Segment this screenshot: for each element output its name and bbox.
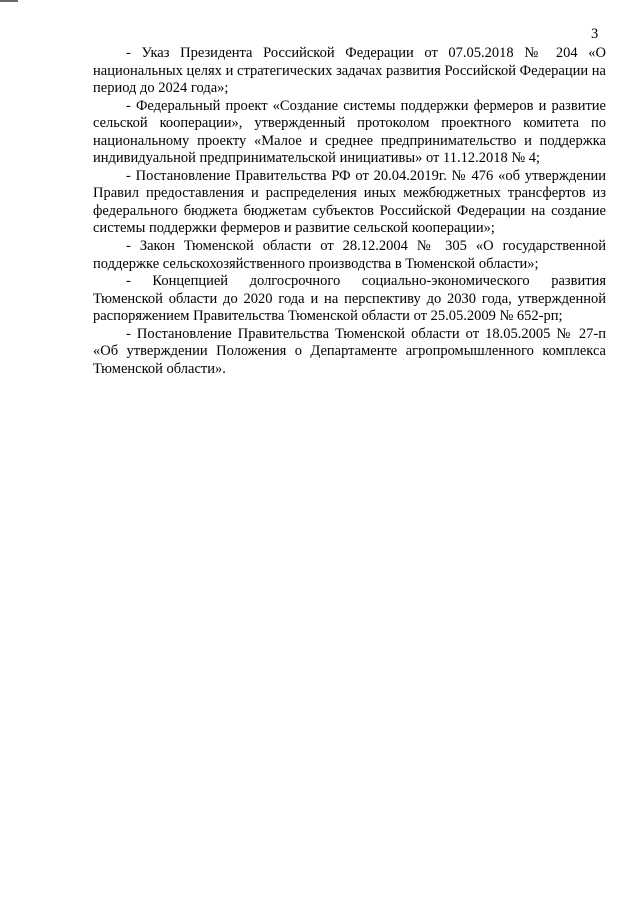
page-number: 3 — [591, 26, 599, 42]
list-item: - Указ Президента Российской Федерации от 07.05.2018 № 204 «О национальных целях и стратегических задачах развития Российской Федерации на период до 2024 года»; — [93, 45, 606, 97]
list-item: - Постановление Правительства РФ от 20.04.2019г. № 476 «об утверждении Правил предоставления и распределения иных межбюджетных трансфертов из федерального бюджета бюджетам субъектов Российской Федерации на создание системы поддержки фермеров и развитие сельской кооперации»; — [93, 167, 606, 237]
list-item: - Федеральный проект «Создание системы поддержки фермеров и развитие сельской кооперации», утвержденный протоколом проектного комитета по национальному проекту «Малое и среднее предпринимательство и поддержка индивидуальной предпринимательской инициативы» от 11.12.2018 № 4; — [93, 97, 606, 167]
legal-basis-list — [93, 45, 606, 378]
list-item: - Постановление Правительства Тюменской области от 18.05.2005 № 27-п «Об утверждении Положения о Департаменте агропромышленного комплекса Тюменской области». — [93, 325, 606, 377]
list-item: - Закон Тюменской области от 28.12.2004 № 305 «О государственной поддержке сельскохозяйственного производства в Тюменской области»; — [93, 238, 606, 272]
list-item: - Концепцией долгосрочного социально-экономического развития Тюменской области до 2020 года и на перспективу до 2030 года, утвержденной распоряжением Правительства Тюменской области от 25.05.2009 № 652-рп; — [93, 273, 606, 325]
scan-corner-mark — [0, 0, 18, 2]
